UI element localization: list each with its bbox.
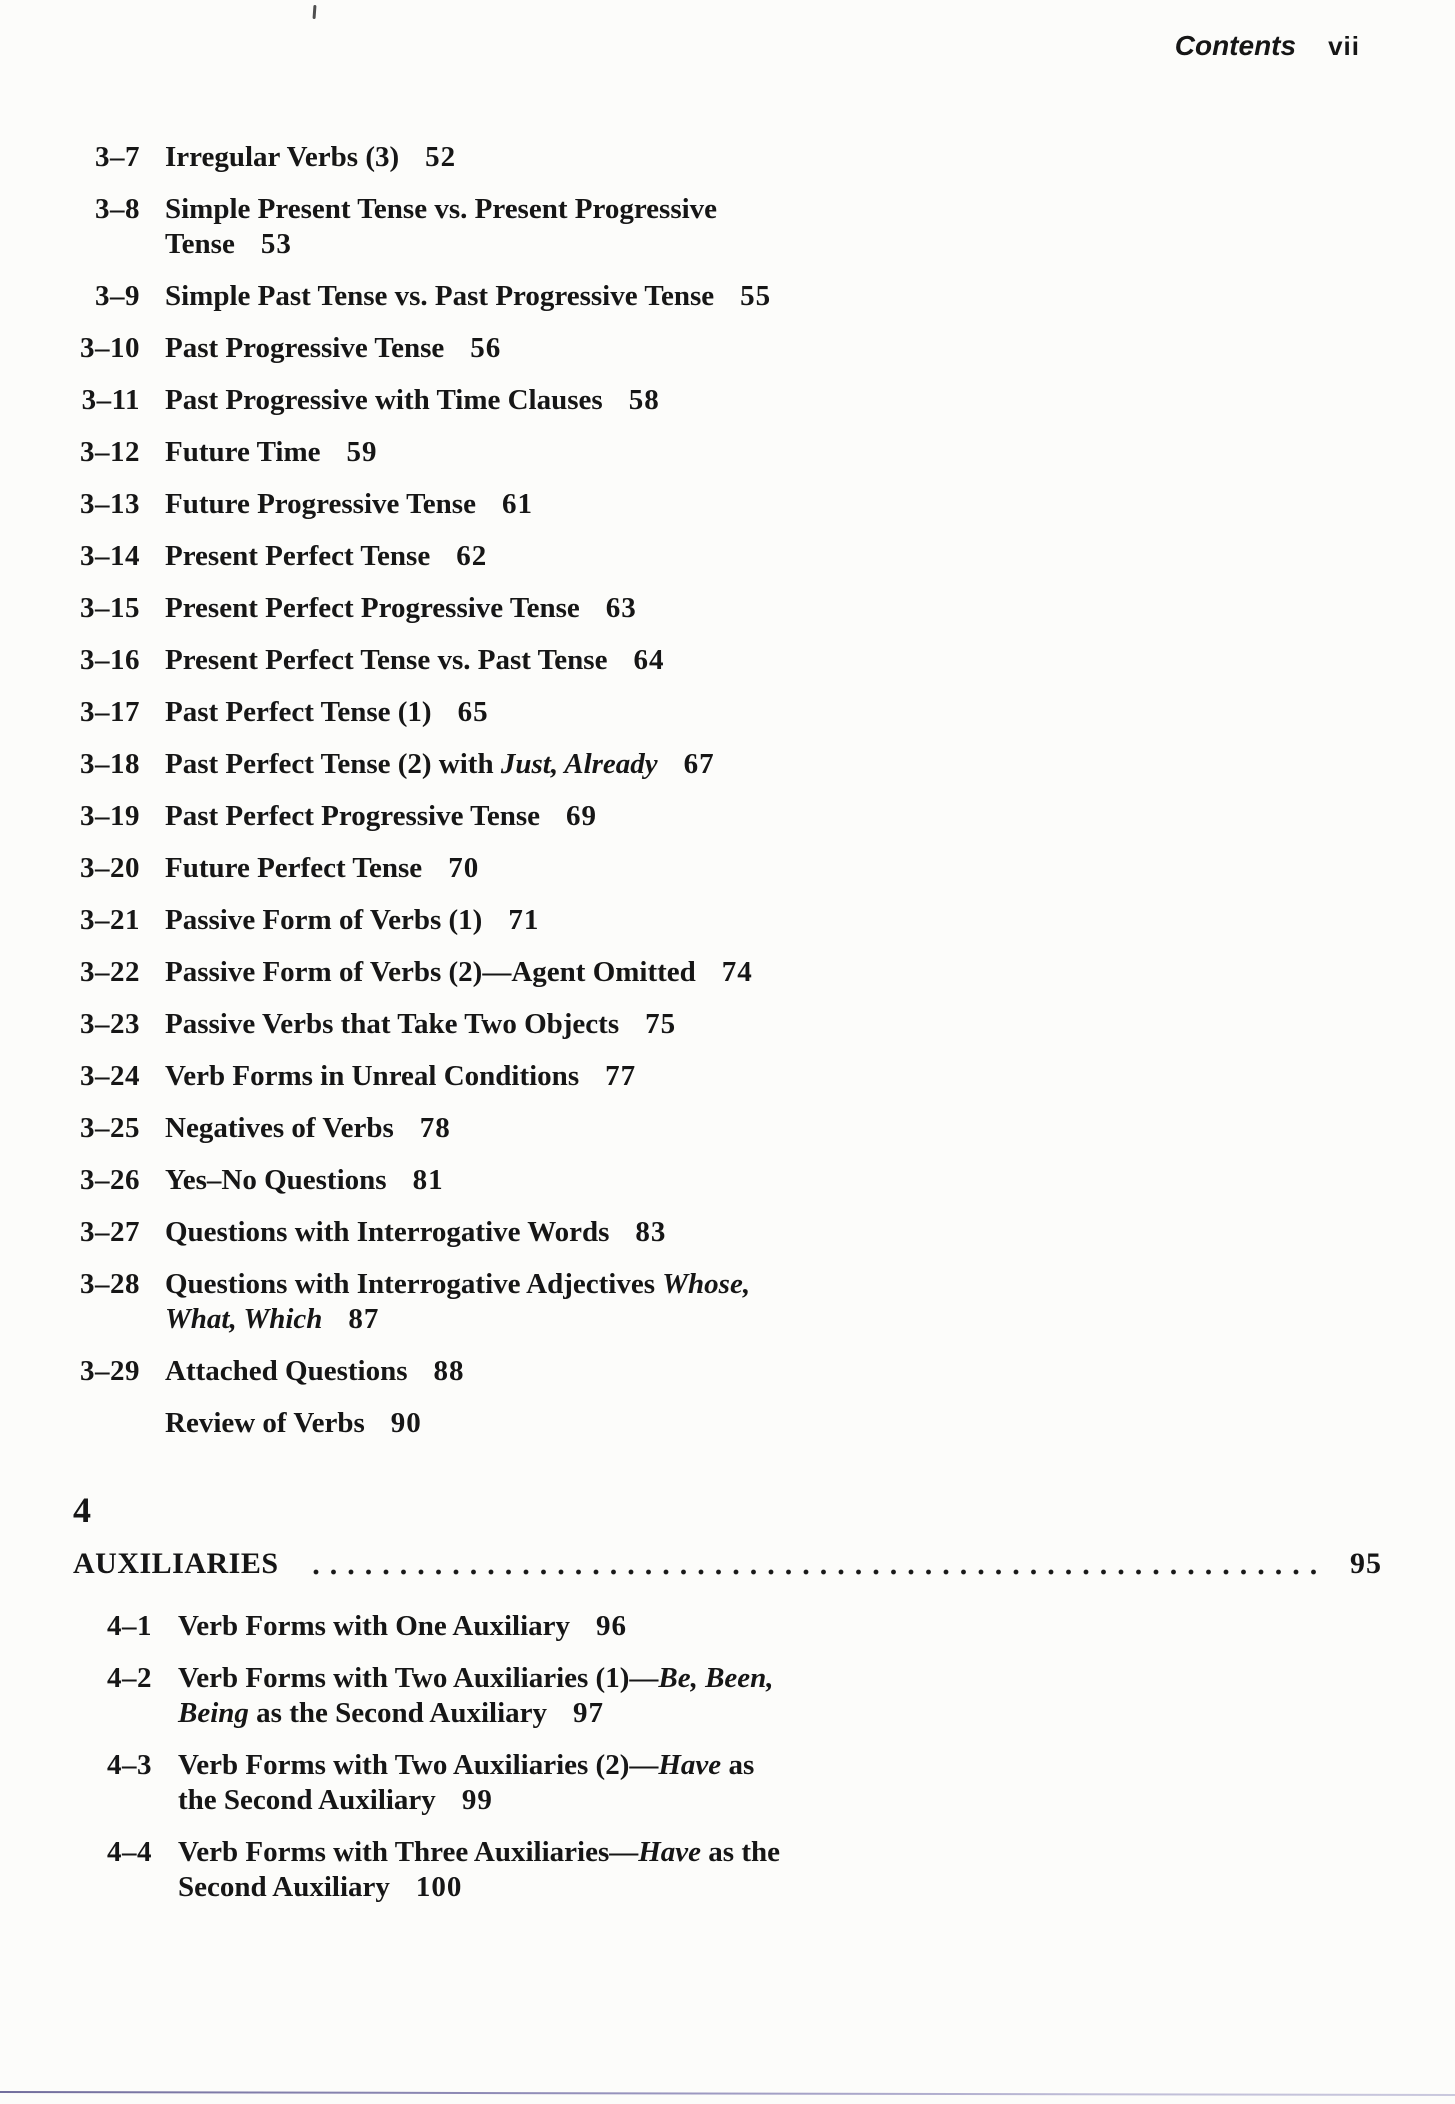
section-title: Verb Forms in Unreal Conditions 77 — [165, 1060, 637, 1092]
section-title: Past Progressive Tense 56 — [165, 332, 502, 364]
page-ref: 63 — [605, 592, 637, 624]
toc-entry — [0, 1007, 1455, 1042]
section-number: 3–20 — [80, 852, 140, 884]
section-number: 4–3 — [107, 1749, 152, 1781]
section-title: Passive Verbs that Take Two Objects 75 — [165, 1008, 677, 1040]
section-title: Present Perfect Tense vs. Past Tense 64 — [165, 644, 665, 676]
section-number: 3–28 — [80, 1268, 140, 1300]
section-title: Verb Forms with Three Auxiliaries—Have as the Second Auxiliary 100 — [178, 1836, 780, 1903]
page-ref: 62 — [456, 540, 488, 572]
toc-entry — [0, 383, 1455, 418]
section-title: Simple Present Tense vs. Present Progressive Tense 53 — [165, 193, 718, 260]
toc-entry — [0, 331, 1455, 366]
section-title: Past Perfect Progressive Tense 69 — [165, 800, 598, 832]
section-number: 3–14 — [80, 540, 140, 572]
section-title: Review of Verbs 90 — [165, 1407, 422, 1439]
page-ref: 56 — [470, 332, 502, 364]
toc-entry — [0, 1215, 1455, 1250]
page-ref: 74 — [721, 956, 753, 988]
section-number: 3–9 — [95, 280, 140, 312]
section-title: Questions with Interrogative Words 83 — [165, 1216, 667, 1248]
running-header — [1175, 30, 1360, 62]
page-ref: 78 — [419, 1112, 451, 1144]
section-title: Present Perfect Tense 62 — [165, 540, 488, 572]
section-number: 3–19 — [80, 800, 140, 832]
section-title: Verb Forms with Two Auxiliaries (1)—Be, Been, Being as the Second Auxiliary 97 — [178, 1662, 774, 1729]
page-ref: 100 — [415, 1871, 463, 1903]
section-number: 3–8 — [95, 193, 140, 225]
section-number: 4–1 — [107, 1610, 152, 1642]
section-title: Past Perfect Tense (1) 65 — [165, 696, 489, 728]
section-number: 3–7 — [95, 141, 140, 173]
toc-entry — [0, 1609, 1455, 1644]
section-number: 3–13 — [80, 488, 140, 520]
section-title: Present Perfect Progressive Tense 63 — [165, 592, 637, 624]
toc-entry — [0, 955, 1455, 990]
toc-entry — [0, 1267, 1455, 1337]
toc-entry — [0, 643, 1455, 678]
page-ref: 99 — [461, 1784, 493, 1816]
toc-entry — [0, 1406, 1455, 1441]
toc-entry — [0, 695, 1455, 730]
dot-leader — [313, 1569, 1320, 1575]
section-number: 3–21 — [80, 904, 140, 936]
section-title: Verb Forms with One Auxiliary 96 — [178, 1610, 628, 1642]
page-ref: 81 — [412, 1164, 444, 1196]
toc-entry — [0, 487, 1455, 522]
page-ref: 55 — [740, 280, 772, 312]
section-number: 3–24 — [80, 1060, 140, 1092]
section-number: 3–10 — [80, 332, 140, 364]
section-title: Passive Form of Verbs (1) 71 — [165, 904, 540, 936]
section-title: Future Progressive Tense 61 — [165, 488, 533, 520]
page-ref: 52 — [425, 141, 457, 173]
page-ref: 67 — [683, 748, 715, 780]
section-number: 3–16 — [80, 644, 140, 676]
chapter-title: AUXILIARIES — [73, 1547, 279, 1580]
page-ref: 88 — [433, 1355, 465, 1387]
section-number: 3–17 — [80, 696, 140, 728]
section-number: 3–11 — [81, 384, 140, 416]
toc-entry — [0, 1661, 1455, 1731]
section-number: 3–12 — [80, 436, 140, 468]
section-number: 3–25 — [80, 1112, 140, 1144]
section-title: Future Time 59 — [165, 436, 378, 468]
toc-entry — [0, 1748, 1455, 1818]
toc-entry — [0, 747, 1455, 782]
section-title: Simple Past Tense vs. Past Progressive Tense 55 — [165, 280, 772, 312]
chapter-page-number: 95 — [1350, 1547, 1382, 1580]
page-ref: 87 — [348, 1303, 380, 1335]
header-section-title: Contents — [1174, 30, 1297, 61]
section-number: 3–26 — [80, 1164, 140, 1196]
page-ref: 53 — [260, 228, 292, 260]
page-ref: 96 — [596, 1610, 628, 1642]
page-ref: 71 — [508, 904, 540, 936]
toc-entry — [0, 1163, 1455, 1198]
toc-entry — [0, 279, 1455, 314]
page-ref: 97 — [573, 1697, 604, 1729]
section-title: Negatives of Verbs 78 — [165, 1112, 451, 1144]
section-number: 3–27 — [80, 1216, 140, 1248]
toc-entry — [0, 1111, 1455, 1146]
toc-entry — [0, 903, 1455, 938]
page-ref: 83 — [635, 1216, 667, 1248]
scan-edge-line — [0, 2091, 1455, 2096]
page-ref: 59 — [346, 436, 378, 468]
page-ref: 75 — [645, 1008, 677, 1040]
page-ref: 65 — [457, 696, 489, 728]
toc-entry — [0, 591, 1455, 626]
section-title: Questions with Interrogative Adjectives Whose, What, Which 87 — [165, 1268, 751, 1335]
section-number: 3–15 — [80, 592, 140, 624]
section-title: Irregular Verbs (3) 52 — [165, 141, 457, 173]
toc-entry — [0, 140, 1455, 175]
section-title: Past Progressive with Time Clauses 58 — [165, 384, 660, 416]
toc-entry — [0, 1354, 1455, 1389]
page-ref: 90 — [390, 1407, 422, 1439]
page-ref: 64 — [633, 644, 665, 676]
section-number: 4–4 — [107, 1836, 152, 1868]
toc-entry — [0, 192, 1455, 262]
toc-entry — [0, 851, 1455, 886]
toc-entry — [0, 1835, 1455, 1905]
chapter-title-row — [73, 1545, 1455, 1583]
section-number: 3–29 — [80, 1355, 140, 1387]
section-title: Yes–No Questions 81 — [165, 1164, 444, 1196]
page-ref: 58 — [628, 384, 660, 416]
page-ref: 69 — [566, 800, 598, 832]
toc-entry — [0, 1059, 1455, 1094]
chapter-4-heading — [0, 1489, 1455, 1583]
chapter-number: 4 — [73, 1490, 91, 1530]
page-ref: 77 — [605, 1060, 637, 1092]
chapter-3-entries — [0, 140, 1455, 1441]
section-number: 3–22 — [80, 956, 140, 988]
section-number: 3–18 — [80, 748, 140, 780]
header-page-number: vii — [1328, 31, 1360, 61]
chapter-4-entries — [0, 1609, 1455, 1905]
section-title: Past Perfect Tense (2) with Just, Already 67 — [165, 748, 715, 780]
section-title: Future Perfect Tense 70 — [165, 852, 480, 884]
toc-entry — [0, 539, 1455, 574]
section-title: Passive Form of Verbs (2)—Agent Omitted 74 — [165, 956, 753, 988]
section-title: Attached Questions 88 — [165, 1355, 465, 1387]
section-number: 4–2 — [107, 1662, 152, 1694]
section-number: 3–23 — [80, 1008, 140, 1040]
page-ref: 70 — [448, 852, 480, 884]
page-ref: 61 — [501, 488, 533, 520]
section-title: Verb Forms with Two Auxiliaries (2)—Have as the Second Auxiliary 99 — [178, 1749, 755, 1816]
toc-entry — [0, 799, 1455, 834]
toc-entry — [0, 435, 1455, 470]
